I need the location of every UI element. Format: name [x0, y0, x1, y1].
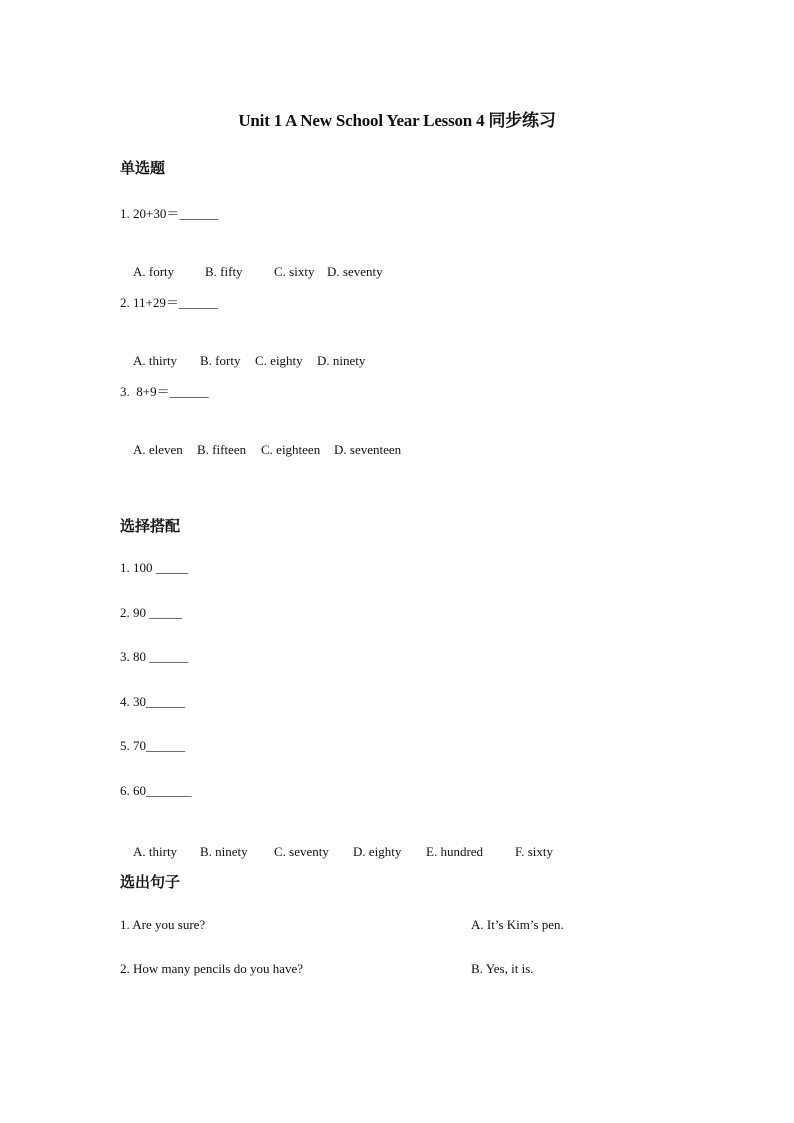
option: D. seventy	[327, 264, 383, 279]
option: F. sixty	[515, 844, 553, 859]
sentence-answer: B. Yes, it is.	[471, 961, 534, 976]
section-heading-sentences: 选出句子	[120, 875, 181, 891]
sentence-question: 2. How many pencils do you have?	[120, 961, 304, 976]
matching-item: 2. 90 _____	[120, 605, 182, 620]
option: A. thirty	[133, 353, 178, 368]
option: B. ninety	[200, 844, 248, 859]
section-heading-matching: 选择搭配	[120, 519, 181, 535]
question-options	[120, 337, 365, 385]
option: E. hundred	[426, 844, 484, 859]
matching-item: 1. 100 _____	[120, 560, 189, 575]
option: D. eighty	[353, 844, 402, 859]
option: A. thirty	[133, 844, 178, 859]
question-stem: 3. 8+9＝______	[120, 384, 209, 399]
option: B. fifty	[205, 264, 243, 279]
question-stem: 1. 20+30＝______	[120, 206, 219, 221]
option: A. eleven	[133, 442, 183, 457]
option: C. seventy	[274, 844, 329, 859]
sentence-answer: A. It’s Kim’s pen.	[471, 917, 564, 932]
matching-item: 6. 60_______	[120, 783, 192, 798]
question-options	[120, 248, 383, 296]
matching-item: 4. 30______	[120, 694, 185, 709]
option: B. forty	[200, 353, 241, 368]
question-options	[120, 426, 401, 474]
option: C. eighty	[255, 353, 303, 368]
option: C. eighteen	[261, 442, 321, 457]
sentence-question: 1. Are you sure?	[120, 917, 206, 932]
option: D. seventeen	[334, 442, 402, 457]
option: B. fifteen	[197, 442, 247, 457]
matching-options	[120, 828, 553, 876]
page-title: Unit 1 A New School Year Lesson 4 同步练习	[238, 111, 556, 130]
option: C. sixty	[274, 264, 315, 279]
option: A. forty	[133, 264, 175, 279]
matching-item: 3. 80 ______	[120, 649, 189, 664]
question-stem: 2. 11+29＝______	[120, 295, 218, 310]
option: D. ninety	[317, 353, 366, 368]
matching-item: 5. 70______	[120, 738, 185, 753]
section-heading-single-choice: 单选题	[120, 161, 166, 177]
